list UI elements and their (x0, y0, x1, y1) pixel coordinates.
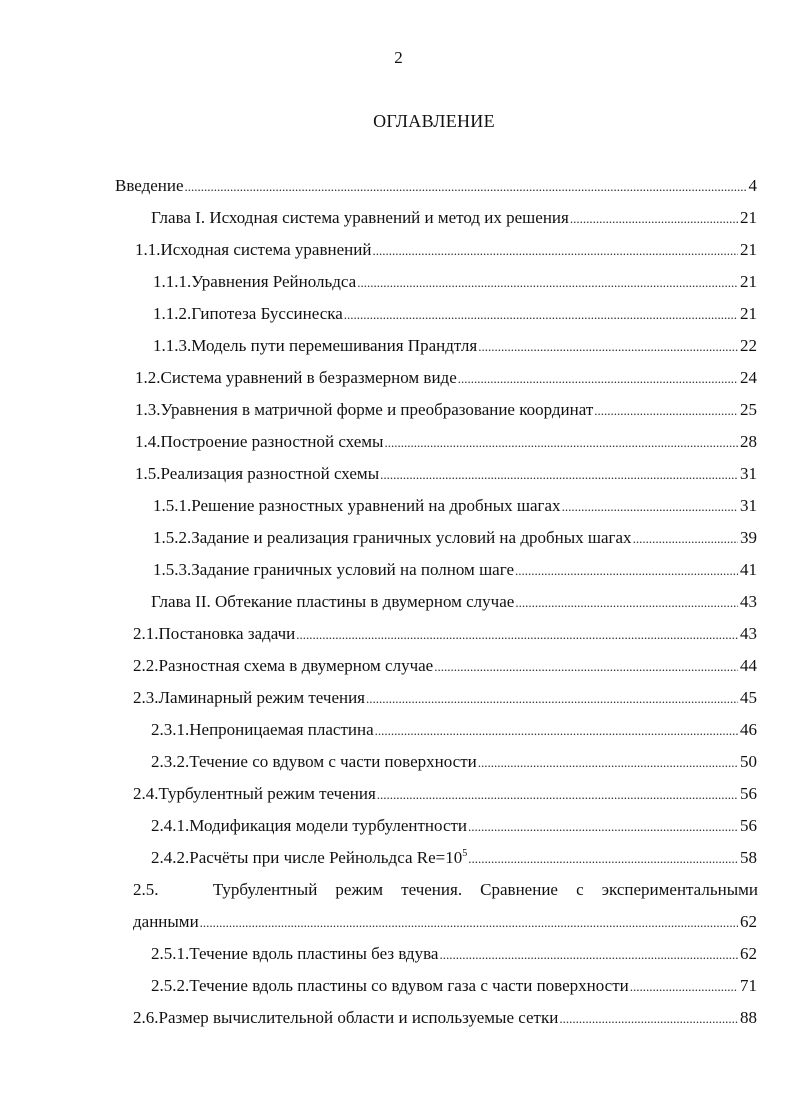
toc-entry-label: Модель пути перемешивания Прандтля (191, 336, 478, 355)
toc-entry-number: 2.3. (133, 688, 159, 707)
toc-entry-page: 22 (740, 336, 757, 355)
toc-entry-number: 2.4.2. (151, 848, 190, 867)
leader-dots (562, 494, 738, 519)
toc-entry-page: 88 (740, 1008, 757, 1027)
toc-entry-page: 50 (740, 752, 757, 771)
toc-entry-number: 1.1.2. (153, 304, 192, 323)
toc-entry-number: 1.5.2. (153, 528, 192, 547)
toc-entry-page: 58 (740, 848, 757, 867)
toc-entry-number: 2.4. (133, 784, 159, 803)
toc-entry-page: 62 (740, 944, 757, 963)
toc-entry-label: Модификация модели турбулентности (189, 816, 468, 835)
toc-entry-page: 41 (740, 560, 757, 579)
toc-entry-page: 43 (740, 592, 757, 611)
toc-entry-page: 62 (740, 912, 757, 931)
leader-dots (458, 366, 738, 391)
toc-entry[interactable] (135, 430, 757, 454)
leader-dots (468, 846, 738, 871)
toc-entry[interactable] (151, 750, 757, 774)
leader-dots (380, 462, 738, 487)
toc-entry-page: 25 (740, 400, 757, 419)
toc-entry-label: Реализация разностной схемы (160, 464, 380, 483)
leader-dots (559, 1006, 738, 1031)
toc-entry-label: Размер вычислительной области и используемые сетки (158, 1008, 559, 1027)
toc-entry-page: 24 (740, 368, 757, 387)
leader-dots (357, 270, 738, 295)
toc-entry[interactable] (135, 398, 757, 422)
toc-entry[interactable] (135, 238, 757, 262)
toc-entry-label: Непроницаемая пластина (189, 720, 374, 739)
toc-entry[interactable] (133, 1006, 757, 1030)
toc-entry-label-text: Расчёты при числе Рейнольдса Re=10 (189, 848, 463, 867)
toc-entry-label: Задание граничных условий на полном шаге (191, 560, 514, 579)
toc-entry[interactable] (153, 558, 757, 582)
toc-entry-page: 71 (740, 976, 757, 995)
toc-entry-label: Глава I. Исходная система уравнений и метод их решения (151, 208, 569, 227)
page-title: ОГЛАВЛЕНИЕ (373, 111, 495, 131)
toc-entry-number: 2.4.1. (151, 816, 190, 835)
toc-entry-label: Задание и реализация граничных условий на дробных шагах (191, 528, 632, 547)
toc-entry-number: 2.5.2. (151, 976, 190, 995)
leader-dots (366, 686, 738, 711)
toc-entry[interactable] (133, 654, 757, 678)
toc-entry-number: 2.3.2. (151, 752, 190, 771)
leader-dots (439, 942, 738, 967)
toc-entry-number: 1.5.1. (153, 496, 192, 515)
leader-dots (633, 526, 738, 551)
toc-entry-label: Уравнения в матричной форме и преобразование координат (160, 400, 594, 419)
leader-dots (478, 334, 738, 359)
toc-entry-label: Разностная схема в двумерном случае (158, 656, 434, 675)
toc-entry[interactable] (153, 302, 757, 326)
toc-entry-label: Гипотеза Буссинеска (191, 304, 343, 323)
toc-entry[interactable] (151, 846, 757, 870)
exponent: 5 (462, 848, 468, 859)
toc-entry-label: Течение со вдувом с части поверхности (189, 752, 477, 771)
toc-entry-label: Решение разностных уравнений на дробных шагах (191, 496, 561, 515)
leader-dots (377, 782, 738, 807)
toc-entry-label: Система уравнений в безразмерном виде (160, 368, 457, 387)
toc-entry[interactable] (133, 686, 757, 710)
toc-entry-label: Течение вдоль пластины без вдува (189, 944, 439, 963)
toc-entry-page: 31 (740, 496, 757, 515)
toc-entry-page: 44 (740, 656, 757, 675)
leader-dots (344, 302, 738, 327)
leader-dots (185, 174, 747, 199)
toc-entry-label: Турбулентный режим течения (158, 784, 376, 803)
toc-entry-number: 2.2. (133, 656, 159, 675)
toc-entry-number: 1.1.1. (153, 272, 192, 291)
toc-entry-label: Исходная система уравнений (160, 240, 372, 259)
toc-entry-chapter-1[interactable] (151, 206, 757, 230)
toc-entry-page: 43 (740, 624, 757, 643)
leader-dots (372, 238, 738, 263)
toc-entry-number: 1.1. (135, 240, 161, 259)
toc-entry-page: 28 (740, 432, 757, 451)
toc-entry[interactable] (151, 814, 757, 838)
toc-entry-number: 1.1.3. (153, 336, 192, 355)
toc-entry[interactable] (153, 270, 757, 294)
toc-entry-number: 1.5. (135, 464, 161, 483)
toc-entry[interactable] (133, 782, 757, 806)
toc-entry-number: 2.5. (133, 880, 159, 899)
toc-entry-page: 46 (740, 720, 757, 739)
toc-entry-page: 21 (740, 240, 757, 259)
toc-entry-page: 56 (740, 784, 757, 803)
toc-entry-number: 2.5.1. (151, 944, 190, 963)
toc-entry[interactable] (151, 718, 757, 742)
toc-entry-number: 1.3. (135, 400, 161, 419)
toc-entry[interactable] (133, 622, 757, 646)
leader-dots (478, 750, 738, 775)
toc-entry-label: Ламинарный режим течения (158, 688, 365, 707)
toc-entry-page: 21 (740, 272, 757, 291)
toc-entry-number: 1.4. (135, 432, 161, 451)
toc-entry-introduction[interactable] (115, 174, 757, 198)
toc-entry-label: Уравнения Рейнольдса (191, 272, 357, 291)
toc-entry-label-continuation: данными (133, 912, 199, 931)
leader-dots (515, 590, 738, 615)
leader-dots (594, 398, 738, 423)
toc-entry-label: Построение разностной схемы (160, 432, 384, 451)
leader-dots (384, 430, 738, 455)
toc-entry[interactable] (133, 910, 757, 934)
toc-entry-page: 56 (740, 816, 757, 835)
toc-entry-label (189, 846, 467, 870)
toc-entry-label: Турбулентный режим течения. Сравнение с экспериментальными (212, 880, 758, 899)
leader-dots (375, 718, 738, 743)
leader-dots (200, 910, 738, 935)
toc-entry-page: 21 (740, 208, 757, 227)
toc-entry-page: 39 (740, 528, 757, 547)
leader-dots (515, 558, 738, 583)
toc-entry[interactable] (151, 942, 757, 966)
leader-dots (570, 206, 738, 231)
toc-entry[interactable] (153, 526, 757, 550)
toc-entry-label: Постановка задачи (158, 624, 296, 643)
toc-entry-page: 45 (740, 688, 757, 707)
toc-entry-number: 2.6. (133, 1008, 159, 1027)
toc-entry-number: 2.3.1. (151, 720, 190, 739)
toc-entry[interactable] (135, 366, 757, 390)
toc-entry-label: Течение вдоль пластины со вдувом газа с части поверхности (189, 976, 629, 995)
leader-dots (296, 622, 738, 647)
leader-dots (630, 974, 738, 999)
toc-entry-number: 2.1. (133, 624, 159, 643)
toc-entry-page: 4 (748, 176, 757, 195)
toc-entry-number: 1.5.3. (153, 560, 192, 579)
toc-entry-first-line[interactable] (133, 878, 758, 902)
leader-dots (468, 814, 738, 839)
toc-entry-label: Введение (115, 176, 184, 195)
toc-entry[interactable] (151, 974, 757, 998)
toc-entry[interactable] (135, 462, 757, 486)
leader-dots (434, 654, 738, 679)
toc-entry-page: 31 (740, 464, 757, 483)
toc-entry[interactable] (153, 494, 757, 518)
toc-entry-page: 21 (740, 304, 757, 323)
toc-entry-number: 1.2. (135, 368, 161, 387)
page-number: 2 (394, 48, 403, 67)
toc-entry-label: Глава II. Обтекание пластины в двумерном случае (151, 592, 515, 611)
toc-entry-chapter-2[interactable] (151, 590, 757, 614)
toc-entry[interactable] (153, 334, 757, 358)
